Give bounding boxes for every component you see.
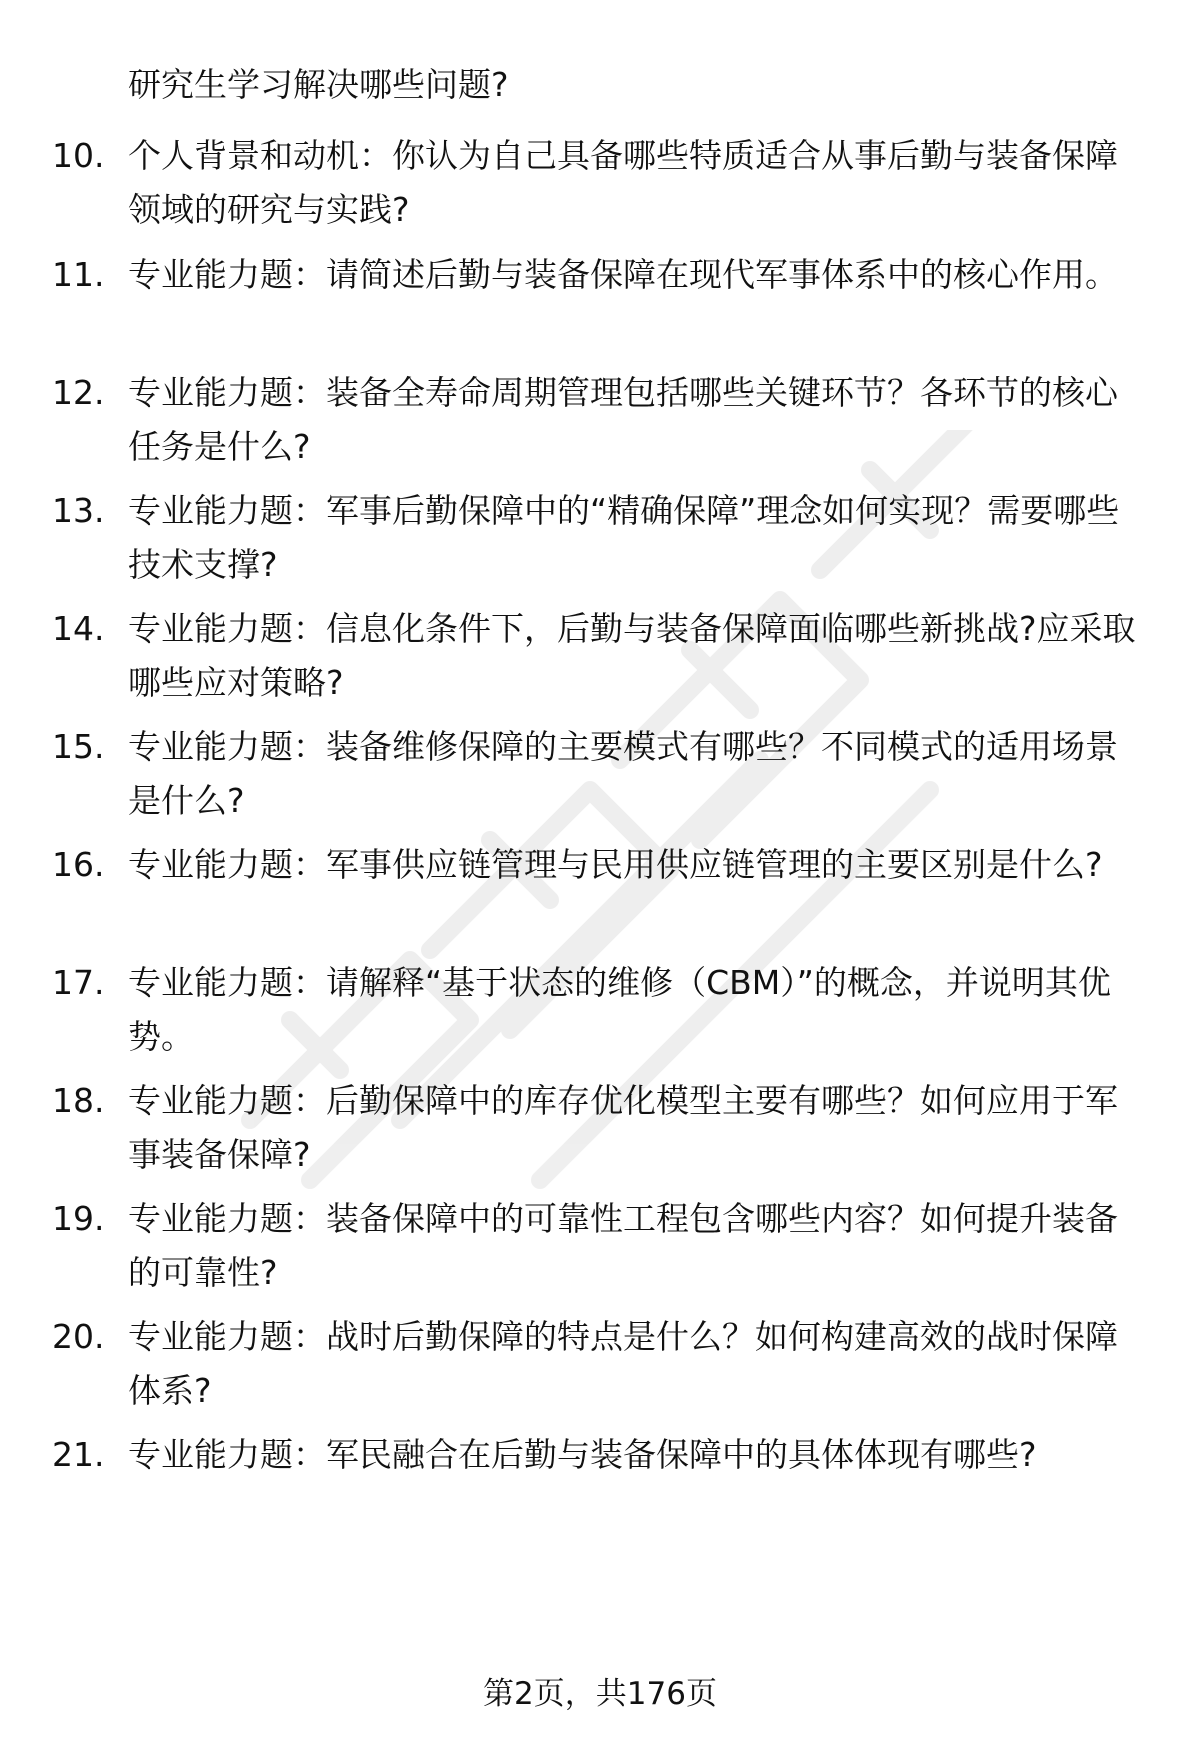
question-text: 专业能力题：军民融合在后勤与装备保障中的具体体现有哪些? <box>128 1435 1037 1474</box>
question-number: 16. <box>52 845 105 884</box>
page-footer: 第2页，共176页 <box>483 1676 717 1712</box>
question-number: 14. <box>52 609 105 648</box>
question-number: 13. <box>52 491 105 530</box>
question-item-12 <box>0 366 1200 486</box>
question-number: 11. <box>52 255 105 294</box>
question-number: 21. <box>52 1435 105 1474</box>
question-item-13 <box>0 484 1200 604</box>
question-item-10 <box>0 129 1200 249</box>
question-text: 专业能力题：装备全寿命周期管理包括哪些关键环节？各环节的核心任务是什么? <box>128 373 1118 466</box>
question-item-15 <box>0 720 1200 840</box>
question-text: 专业能力题：战时后勤保障的特点是什么？如何构建高效的战时保障体系? <box>128 1317 1118 1410</box>
question-number: 20. <box>52 1317 105 1356</box>
question-text: 专业能力题：装备维修保障的主要模式有哪些？不同模式的适用场景是什么? <box>128 727 1118 820</box>
question-number: 12. <box>52 373 105 412</box>
question-text: 专业能力题：请解释“基于状态的维修（CBM）”的概念，并说明其优势。 <box>128 963 1111 1056</box>
question-text: 专业能力题：军事供应链管理与民用供应链管理的主要区别是什么? <box>128 845 1103 884</box>
question-item-19 <box>0 1192 1200 1312</box>
question-item-14 <box>0 602 1200 722</box>
question-number: 17. <box>52 963 105 1002</box>
question-item-16 <box>0 838 1200 958</box>
question-text: 专业能力题：军事后勤保障中的“精确保障”理念如何实现？需要哪些技术支撑? <box>128 491 1120 584</box>
question-number: 15. <box>52 727 105 766</box>
question-number: 18. <box>52 1081 105 1120</box>
question-text: 专业能力题：信息化条件下，后勤与装备保障面临哪些新挑战?应采取哪些应对策略? <box>128 609 1136 702</box>
question-number: 10. <box>52 136 105 175</box>
question-item-11 <box>0 248 1200 368</box>
question-item-17 <box>0 956 1200 1076</box>
question-text: 个人背景和动机：你认为自己具备哪些特质适合从事后勤与装备保障领域的研究与实践? <box>128 136 1118 229</box>
question-item-20 <box>0 1310 1200 1430</box>
question-number: 19. <box>52 1199 105 1238</box>
question-item-18 <box>0 1074 1200 1194</box>
question-item-21 <box>0 1428 1200 1548</box>
question-text: 专业能力题：请简述后勤与装备保障在现代军事体系中的核心作用。 <box>128 255 1118 294</box>
question-text: 专业能力题：装备保障中的可靠性工程包含哪些内容？如何提升装备的可靠性? <box>128 1199 1118 1292</box>
question-text: 专业能力题：后勤保障中的库存优化模型主要有哪些？如何应用于军事装备保障? <box>128 1081 1118 1174</box>
continued-question-text: 研究生学习解决哪些问题? <box>128 65 509 104</box>
